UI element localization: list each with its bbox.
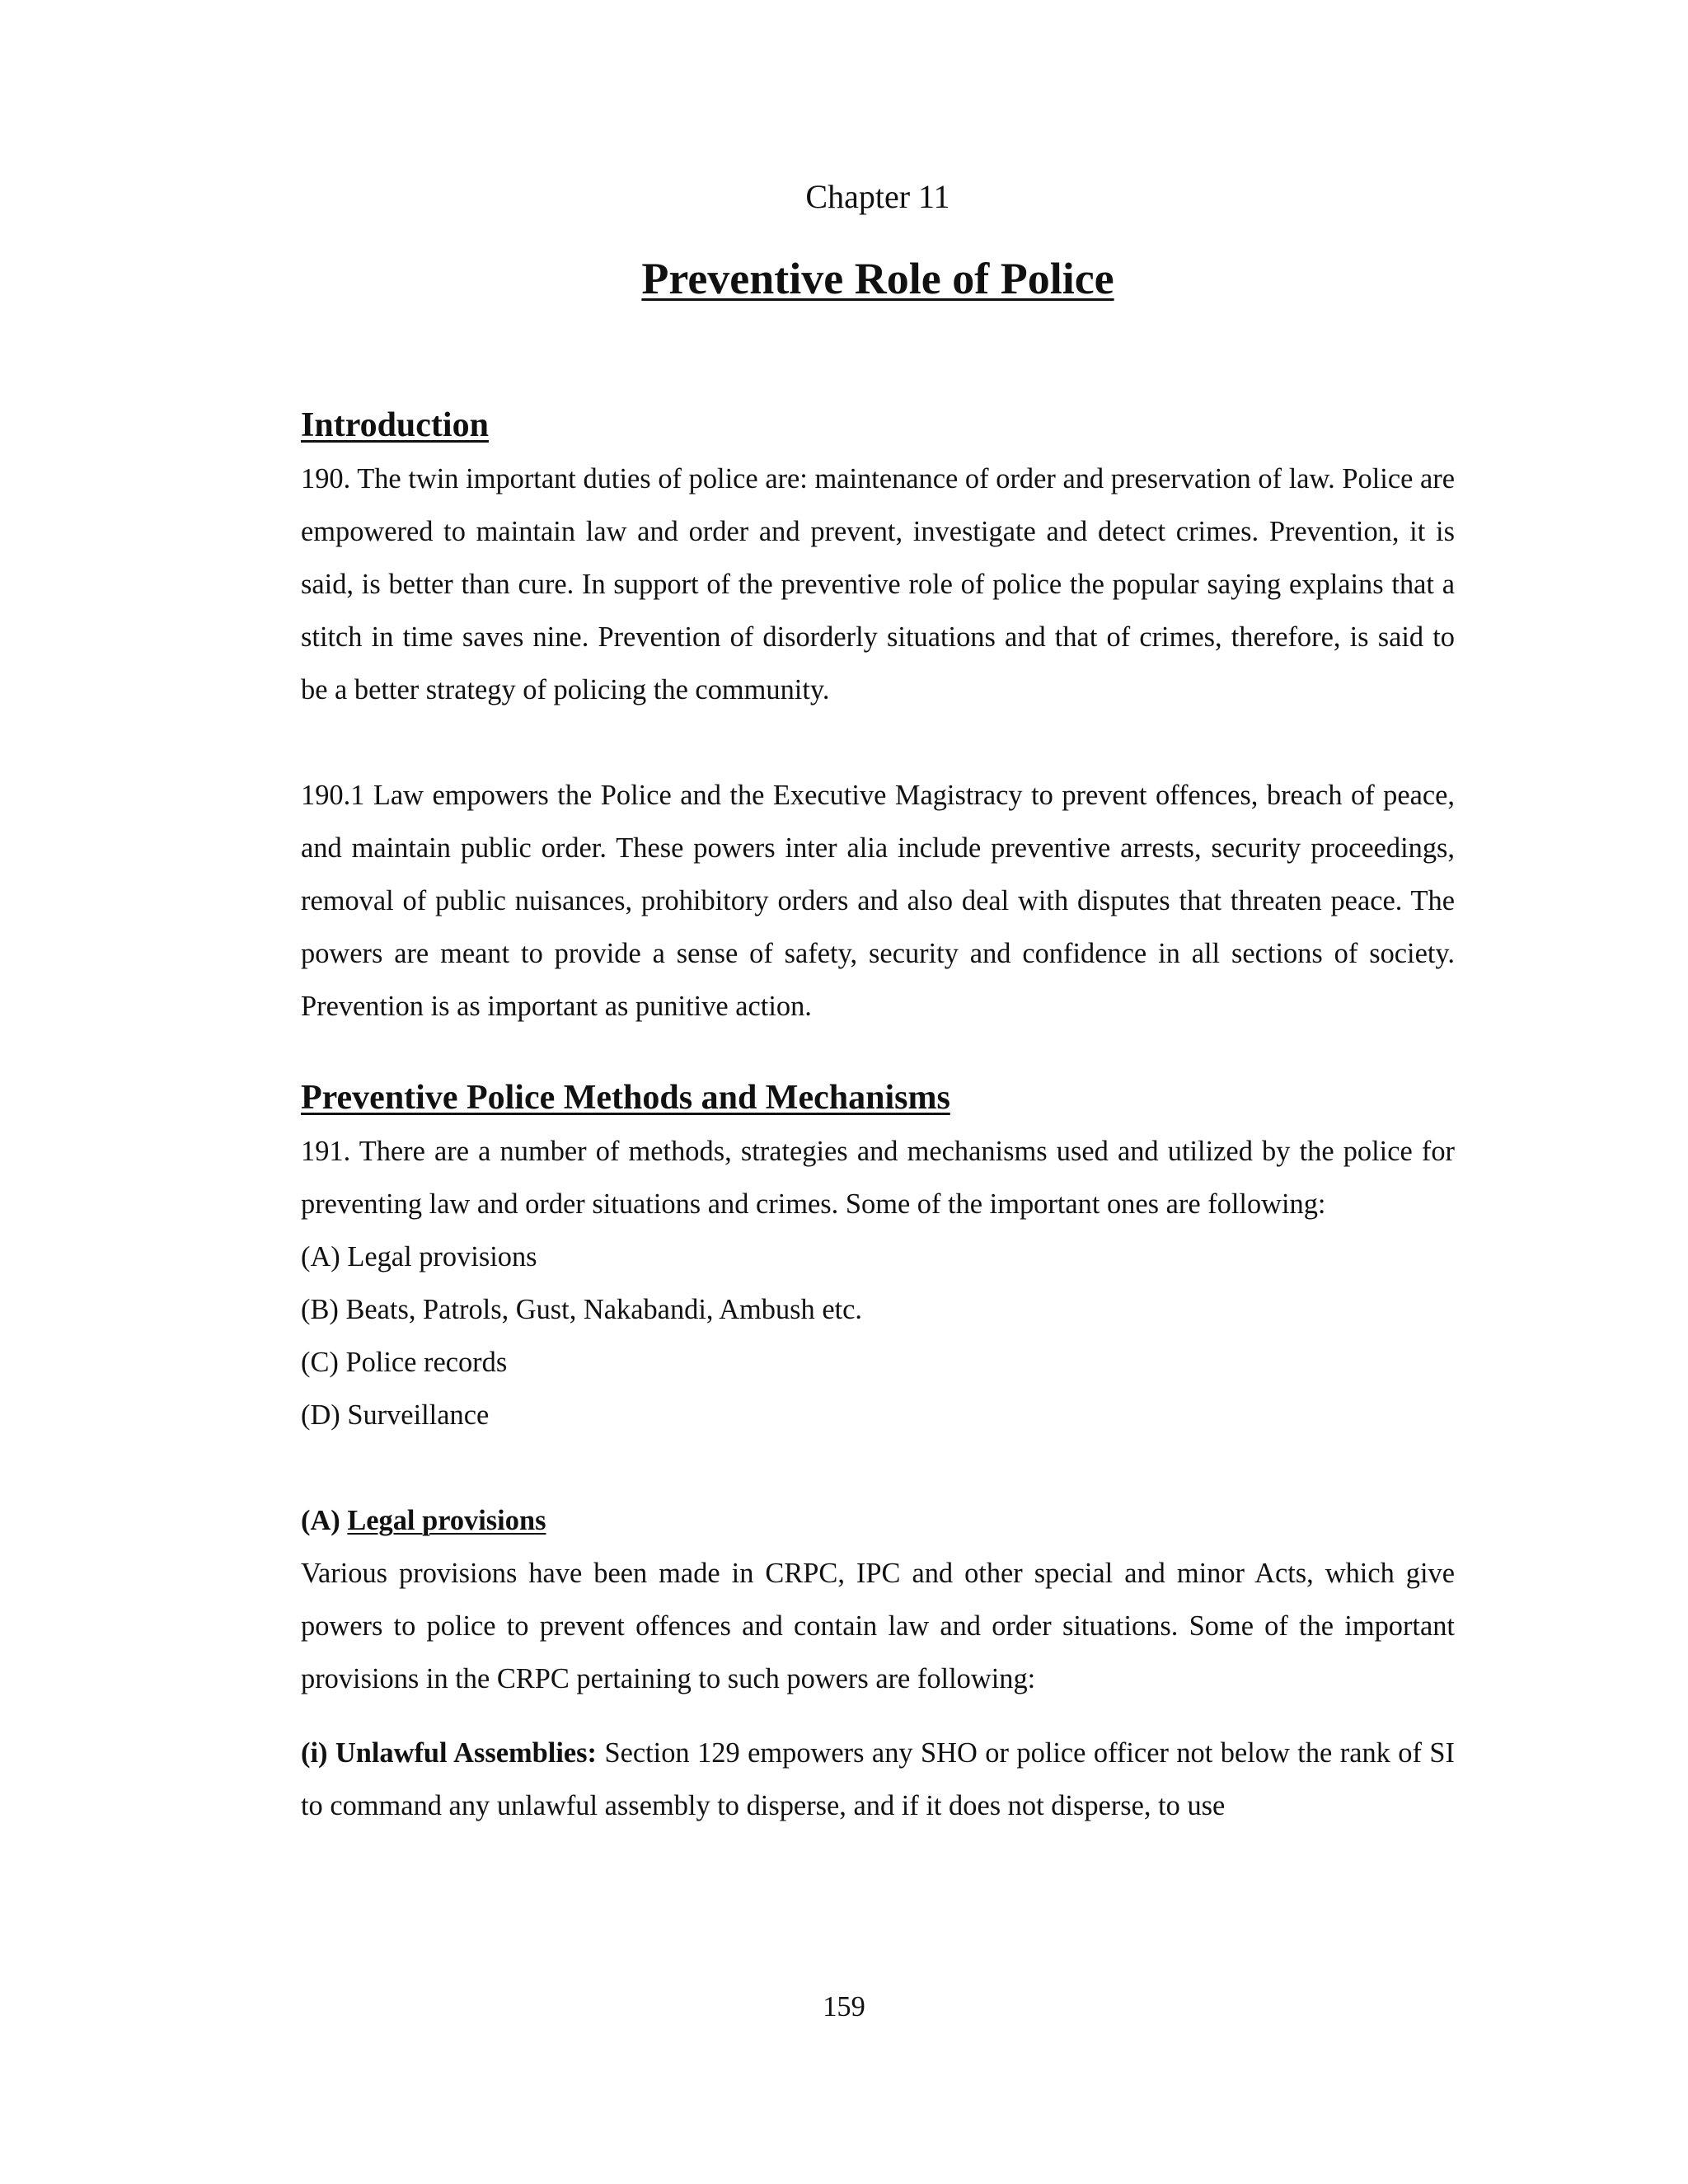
chapter-title: Preventive Role of Police	[641, 254, 1114, 303]
page-content	[301, 177, 1455, 1832]
list-item: (D) Surveillance	[301, 1399, 490, 1432]
list-item: (C) Police records	[301, 1347, 508, 1379]
unlawful-assemblies-label: (i) Unlawful Assemblies:	[301, 1737, 598, 1769]
list-item: (A) Legal provisions	[301, 1241, 537, 1273]
paragraph-191: 191. There are a number of methods, strategies and mechanisms used and utilized by the police for preventing law and order situations and crimes. Some of the important ones are following:	[301, 1136, 1455, 1221]
paragraph-190-1: 190.1 Law empowers the Police and the Executive Magistracy to prevent offences, breach of peace, and maintain public order. These powers inter alia include preventive arrests, security proceedings, removal of public nuisances, prohibitory orders and also deal with disputes that threaten peace. The powers are meant to provide a sense of safety, security and confidence in all sections of society. Prevention is as important as punitive action.	[301, 779, 1455, 1022]
list-item: (B) Beats, Patrols, Gust, Nakabandi, Ambush etc.	[301, 1294, 863, 1326]
methods-list	[301, 1230, 1455, 1441]
legal-provisions-paragraph: Various provisions have been made in CRPC, IPC and other special and minor Acts, which give powers to police to prevent offences and contain law and order situations. Some of the important provisions in the CRPC pertaining to such powers are following:	[301, 1558, 1455, 1695]
chapter-label: Chapter 11	[805, 178, 950, 215]
unlawful-assemblies-paragraph	[301, 1727, 1455, 1832]
legal-provisions-heading: Legal provisions	[347, 1505, 546, 1537]
introduction-heading: Introduction	[301, 405, 489, 444]
unlawful-assemblies-text: Section 129 empowers any SHO or police officer not below the rank of SI to command any unlawful assembly to disperse, and if it does not disperse, to use	[301, 1737, 1455, 1822]
paragraph-190: 190. The twin important duties of police are: maintenance of order and preservation of law. Police are empowered to maintain law and order and prevent, investigate and detect crimes. Prevention, it is said, is better than cure. In support of the preventive role of police the popular saying explains that a stitch in time saves nine. Prevention of disorderly situations and that of crimes, therefore, is said to be a better strategy of policing the community.	[301, 462, 1455, 705]
legal-provisions-prefix: (A)	[301, 1505, 348, 1537]
legal-provisions-subheading	[301, 1494, 1455, 1547]
methods-heading: Preventive Police Methods and Mechanisms	[301, 1078, 950, 1117]
page-number: 159	[823, 1991, 865, 2022]
